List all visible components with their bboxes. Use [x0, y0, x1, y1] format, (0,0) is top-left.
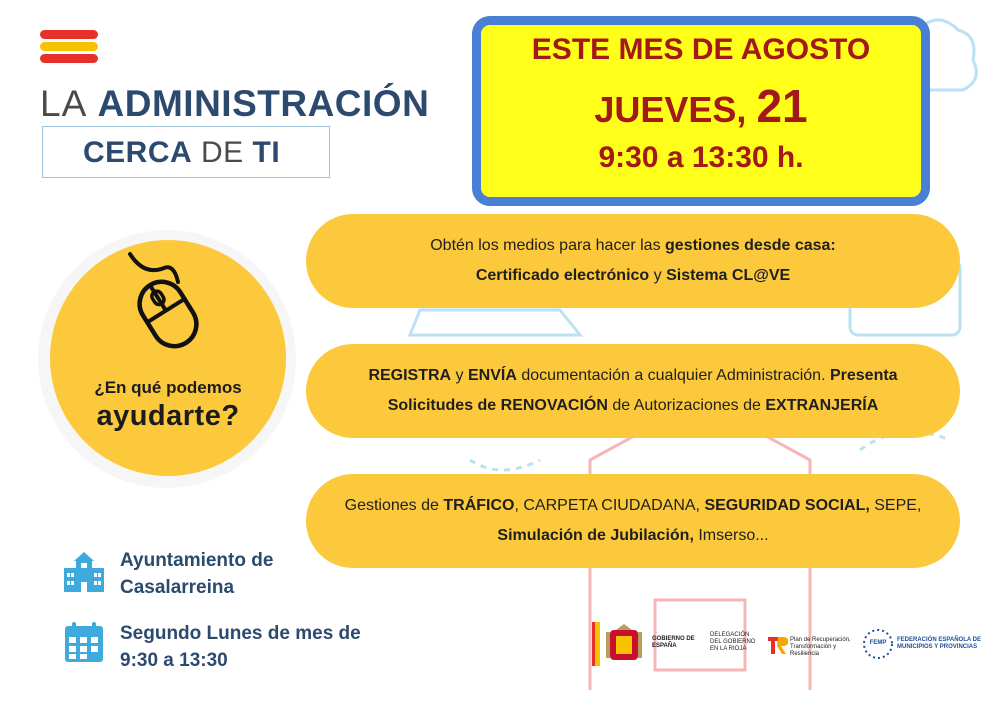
- plan-recuperacion-logo: [766, 634, 862, 664]
- service-text-bold: TRÁFICO: [443, 497, 515, 514]
- subtitle-ti: TI: [252, 136, 281, 169]
- service-line: [368, 361, 897, 391]
- service-text-bold: EXTRANJERÍA: [765, 397, 879, 414]
- flag-stripe-top: [40, 30, 98, 39]
- schedule-line-1: Segundo Lunes de mes de: [120, 623, 361, 644]
- service-text-bold: gestiones desde casa:: [665, 237, 836, 254]
- service-text-bold: Certificado electrónico: [475, 267, 650, 284]
- flag-stripe-bottom: [40, 54, 98, 63]
- service-line: [388, 391, 879, 421]
- subtitle-box: [42, 126, 330, 178]
- subtitle-de: DE: [201, 136, 244, 169]
- service-line: [345, 491, 922, 521]
- service-text-bold: REGISTRA: [368, 367, 452, 384]
- service-text: SEPE,: [869, 497, 922, 514]
- service-text-bold: SEGURIDAD SOCIAL,: [704, 497, 870, 514]
- service-pill-gestiones: [306, 474, 960, 568]
- place-line-1: Ayuntamiento de: [120, 550, 274, 571]
- plan-text: Plan de Recuperación, Transformación y Resiliencia: [790, 637, 851, 657]
- service-text-bold: ENVÍA: [468, 367, 517, 384]
- date-banner: [472, 16, 930, 206]
- hours-label: 9:30 a 13:30 h.: [598, 141, 804, 174]
- gobierno-text: GOBIERNO DE ESPAÑA: [652, 636, 695, 649]
- month-label: ESTE MES DE AGOSTO: [531, 33, 871, 66]
- femp-badge: FEMP: [869, 640, 887, 646]
- page-title: [40, 82, 429, 126]
- gobierno-espana-logo: [592, 622, 704, 666]
- title-administracion: ADMINISTRACIÓN: [97, 83, 430, 124]
- service-text: , CARPETA CIUDADANA,: [514, 497, 705, 514]
- day-number: 21: [756, 80, 808, 132]
- service-text: Obtén los medios para hacer las: [430, 237, 666, 254]
- service-text: Gestiones de: [344, 497, 444, 514]
- mouse-icon: [110, 248, 220, 358]
- service-line: [476, 261, 790, 291]
- institutional-logos: [590, 620, 990, 668]
- service-text: de Autorizaciones de: [607, 397, 766, 414]
- subtitle-cerca: CERCA: [83, 136, 193, 169]
- delegacion-text: DELEGACIÓN DEL GOBIERNO EN LA RIOJA: [710, 632, 756, 652]
- service-text-bold: Solicitudes de RENOVACIÓN: [387, 397, 608, 414]
- schedule-info: [120, 620, 361, 674]
- help-emphasis: ayudarte?: [96, 400, 240, 432]
- service-text-bold: Presenta: [829, 367, 898, 384]
- service-line: [430, 231, 836, 261]
- service-line: [497, 521, 768, 551]
- service-text: documentación a cualquier Administración.: [516, 367, 830, 384]
- service-pill-online: [306, 214, 960, 308]
- service-text-bold: Sistema CL@VE: [666, 267, 791, 284]
- femp-text: FEDERACIÓN ESPAÑOLA DE MUNICIPIOS Y PROVINCIAS: [897, 637, 982, 650]
- place-info: [120, 547, 273, 601]
- subtitle: [83, 135, 280, 171]
- town-hall-icon: [62, 550, 106, 594]
- plan-recuperacion-icon: [766, 634, 788, 656]
- place-line-2: Casalarreina: [120, 577, 235, 598]
- service-text: y: [451, 367, 468, 384]
- femp-logo: [862, 628, 990, 662]
- schedule-line-2: 9:30 a 13:30: [120, 650, 228, 671]
- flag-stripe-middle: [40, 42, 98, 51]
- title-la: LA: [40, 83, 88, 124]
- date-day: [481, 80, 921, 132]
- service-text-bold: Simulación de Jubilación,: [497, 527, 694, 544]
- calendar-icon: [62, 620, 106, 664]
- service-text: Imserso...: [693, 527, 769, 544]
- coat-of-arms-icon: [604, 622, 644, 666]
- service-text: y: [649, 267, 667, 284]
- flag-mini-icon: [592, 622, 600, 666]
- help-question: ¿En qué podemos: [94, 378, 242, 397]
- spain-flag-icon: [40, 30, 98, 66]
- service-pill-registro: [306, 344, 960, 438]
- weekday-label: JUEVES,: [594, 89, 747, 130]
